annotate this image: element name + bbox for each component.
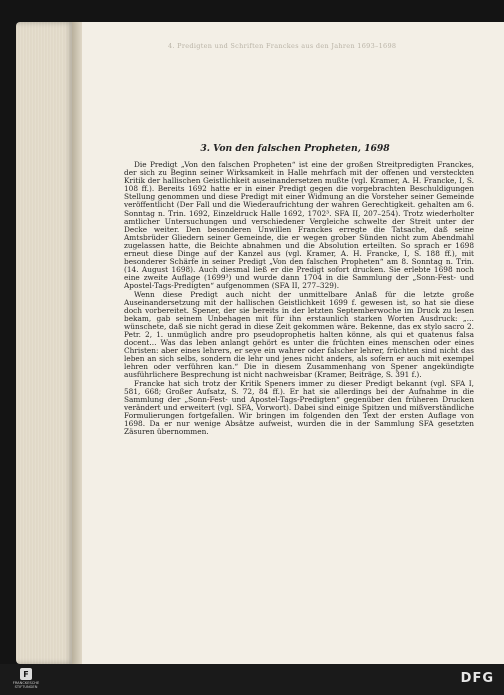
running-header-bleed: 4. Predigten und Schriften Franckes aus den Jahren 1693–1698 <box>168 42 397 50</box>
franckesche-stiftungen-logo <box>6 668 46 692</box>
institution-logo-text: FRANCKESCHE STIFTUNGEN <box>12 681 40 689</box>
section-title: 3. Von den falschen Propheten, 1698 <box>200 143 390 154</box>
book-page-edges <box>16 22 74 664</box>
body-text <box>124 161 474 436</box>
paragraph: Die Predigt „Von den falschen Propheten“ ist eine der großen Streitpredigten Franckes, der sich zu Beginn seiner Wirksamkeit in Halle mehrfach mit der offenen und versteckten Kritik der hallischen Geistlichkeit auseinandersetzen mußte (vgl. Kramer, A. H. Francke, I, S. 108 ff.). Bereits 1692 hatte er in einer Predigt gegen die vorgebrachten Beschuldigungen Stellung genommen und diese Predigt mit einer Widmung an die Vorsteher seiner Gemeinde veröffentlicht (Der Fall und die Wiederaufrichtung der wahren Gerechtigkeit. gehalten am 6. Sonntag n. Trin. 1692, Einzeldruck Halle 1692, 1702³. SFA II, 207–254). Trotz wiederholter amtlicher Untersuchungen und verschiedener Vergleiche schwelte der Streit unter der Decke weiter. Den besonderen Unwillen Franckes erregte die Tatsache, daß seine Amtsbrüder Gliedern seiner Gemeinde, die er wegen grober Sünden nicht zum Abendmahl zugelassen hatte, die Beichte abnahmen und die Absolution erteilten. So sprach er 1698 erneut diese Dinge auf der Kanzel aus (vgl. Kramer, A. H. Francke, I, S. 188 ff.), mit besonderer Schärfe in seiner Predigt „Von den falschen Propheten“ am 8. Sonntag n. Trin. (14. August 1698). Auch diesmal ließ er die Predigt sofort drucken. Sie erlebte 1698 noch eine zweite Auflage (1699³) und wurde dann 1704 in die Sammlung der „Sonn-Fest- und Apostel-Tags-Predigten“ aufgenommen (SFA II, 277–329). <box>124 160 474 291</box>
dfg-logo: DFG <box>460 671 494 686</box>
paragraph: Wenn diese Predigt auch nicht der unmittelbare Anlaß für die letzte große Auseinandersetzung mit der hallischen Geistlichkeit 1699 f. gewesen ist, so hat sie diese doch vorbereitet. Spener, der sie bereits in der letzten Septemberwoche im Druck zu lesen bekam, gab seinem Unbehagen mit für ihn erstaunlich starken Worten Ausdruck: „… wünschete, daß sie nicht gerad in diese Zeit gekommen wäre. Bekenne, das ex stylo sacro 2. Petr. 2, 1. unmüglich andre pro pseudoprophetis halten könne, als qui et quatenus falsa docent… Was das leben anlangt gehört es unter die früchten eines menschen oder eines Christen: aber eines lehrers, er seye ein wahrer oder falscher lehrer, früchten sind nicht das leben an sich selbs, sondern die lehr und jenes nicht anders, als sofern er auch mit exempel lehren oder verführen kan.“ Die in diesem Zusammenhang von Spener angekündigte ausführlichere Besprechung ist nicht nachweisbar (Kramer, Beiträge, S. 391 f.). <box>124 289 474 380</box>
institution-logo-icon: F <box>20 668 32 680</box>
paragraph: Francke hat sich trotz der Kritik Speners immer zu dieser Predigt bekannt (vgl. SFA I, 581, 668; Großer Aufsatz, S. 72, 84 ff.). Er hat sie allerdings bei der Aufnahme in die Sammlung der „Sonn-Fest- und Apostel-Tags-Predigten“ gegenüber den früheren Drucken verändert und erweitert (vgl. SFA, Vorwort). Dabei sind einige Spitzen und mißverständliche Formulierungen fortgefallen. Wir bringen im folgenden den Text der ersten Auflage von 1698. Da er nur wenige Absätze aufweist, wurden die in der Sammlung SFA gesetzten Zäsuren übernommen. <box>124 378 474 437</box>
viewer-bottom-bar <box>0 664 504 695</box>
